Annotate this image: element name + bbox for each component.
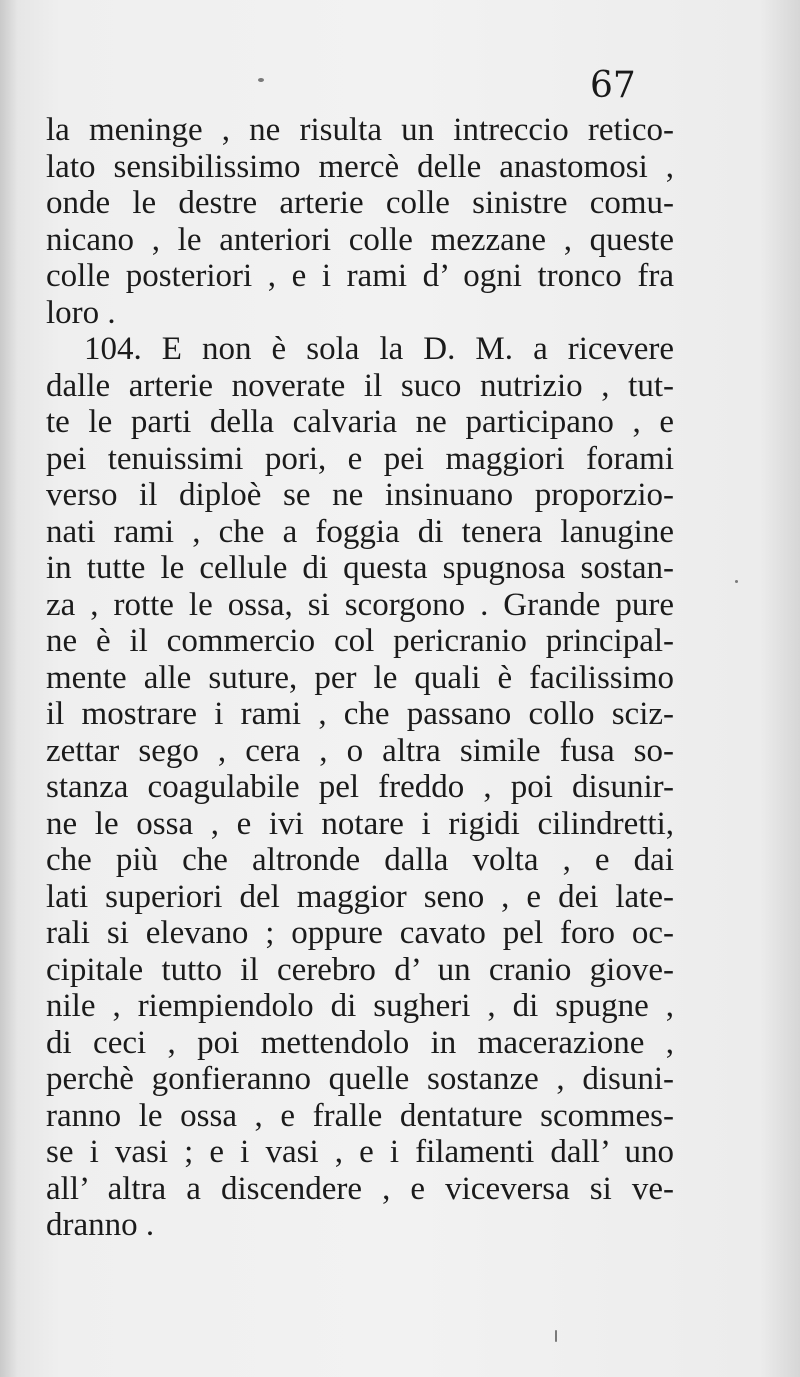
- text-line: lato sensibilissimo mercè delle anastomosi ,: [46, 148, 674, 185]
- paper-speck: [735, 580, 738, 583]
- text-line: nile , riempiendolo di sugheri , di spugne ,: [46, 988, 674, 1024]
- text-line: in tutte le cellule di questa spugnosa sostan-: [46, 550, 674, 586]
- text-line: la meninge , ne risulta un intreccio retico-: [46, 112, 674, 148]
- text-line: ne è il commercio col pericranio principal-: [46, 623, 674, 659]
- text-line: dranno .: [46, 1207, 155, 1243]
- text-line: nicano , le anteriori colle mezzane , queste: [46, 221, 674, 258]
- text-line: perchè gonfieranno quelle sostanze , disuni-: [46, 1061, 674, 1097]
- text-line: ranno le ossa , e fralle dentature scommes-: [46, 1097, 674, 1134]
- text-line: 104. E non è sola la D. M. a ricevere: [84, 331, 674, 367]
- text-line: loro .: [46, 294, 116, 331]
- text-line: di ceci , poi mettendolo in macerazione ,: [46, 1024, 674, 1061]
- text-line: te le parti della calvaria ne participano , e: [46, 404, 674, 440]
- body-text: [46, 112, 674, 1244]
- text-line: ne le ossa , e ivi notare i rigidi cilindretti,: [46, 805, 674, 842]
- text-line: all’ altra a discendere , e viceversa si ve-: [46, 1170, 674, 1207]
- text-line: stanza coagulabile pel freddo , poi disunir-: [46, 769, 674, 805]
- text-line: nati rami , che a foggia di tenera lanugine: [46, 513, 674, 550]
- text-line: zettar sego , cera , o altra simile fusa so-: [46, 732, 674, 769]
- text-line: colle posteriori , e i rami d’ ogni tronco fra: [46, 258, 674, 294]
- text-line: che più che altronde dalla volta , e dai: [46, 842, 674, 878]
- text-line: rali si elevano ; oppure cavato pel foro oc-: [46, 915, 674, 951]
- page-number: 67: [590, 65, 636, 106]
- text-line: cipitale tutto il cerebro d’ un cranio giove-: [46, 951, 674, 988]
- paper-speck: [258, 78, 264, 82]
- text-line: onde le destre arterie colle sinistre comu-: [46, 185, 674, 221]
- text-line: dalle arterie noverate il suco nutrizio , tut-: [46, 367, 674, 404]
- text-line: verso il diploè se ne insinuano proporzio-: [46, 477, 674, 513]
- paper-speck: [555, 1330, 557, 1342]
- text-line: pei tenuissimi pori, e pei maggiori forami: [46, 440, 674, 477]
- text-line: se i vasi ; e i vasi , e i filamenti dall’ uno: [46, 1134, 674, 1170]
- text-line: lati superiori del maggior seno , e dei late-: [46, 878, 674, 915]
- text-line: il mostrare i rami , che passano collo sciz-: [46, 696, 674, 732]
- text-line: mente alle suture, per le quali è facilissimo: [46, 659, 674, 696]
- text-line: za , rotte le ossa, si scorgono . Grande pure: [46, 586, 674, 623]
